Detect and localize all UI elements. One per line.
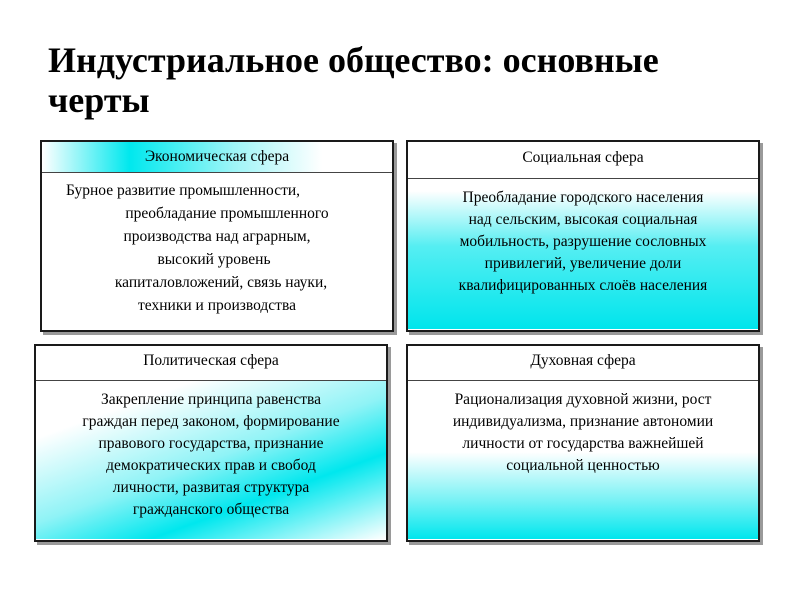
spiritual-sphere-header: Духовная сфера [408,346,758,381]
political-line: Закрепление принципа равенства [100,391,321,408]
political-sphere-text [36,381,386,539]
social-line: мобильность, разрушение сословных [459,233,707,250]
social-sphere-box [406,140,760,332]
spiritual-sphere-box [406,344,760,542]
political-line: личности, развитая структура [112,479,310,496]
economic-sphere-box [40,140,394,332]
social-line: квалифицированных слоёв населения [458,277,708,294]
political-line: демократических прав и свобод [106,457,316,474]
economic-sphere-text [42,173,392,317]
economic-line: Бурное развитие промышленности, [66,182,301,199]
spiritual-line: Рационализация духовной жизни, рост [454,391,712,408]
economic-line: техники и производства [138,297,296,314]
social-sphere-header: Социальная сфера [408,142,758,179]
economic-line: капиталовложений, связь науки, [114,274,328,291]
spiritual-line: личности от государства важнейшей [462,435,704,452]
economic-line: преобладание промышленного [125,205,329,222]
social-sphere-text [408,179,758,329]
political-line: правового государства, признание [98,435,324,452]
economic-line: высокий уровень [157,251,271,268]
spiritual-line: индивидуализма, признание автономии [452,413,714,430]
political-sphere-header: Политическая сфера [36,346,386,381]
social-line: Преобладание городского населения [462,189,704,206]
political-line: гражданского общества [132,501,290,518]
social-line: над сельским, высокая социальная [468,211,698,228]
economic-sphere-header: Экономическая сфера [42,142,392,173]
social-line: привилегий, увеличение доли [484,255,682,272]
political-sphere-box [34,344,388,542]
political-line: граждан перед законом, формирование [82,413,340,430]
slide-title: Индустриальное общество: основные черты [48,40,659,120]
economic-line: производства над аграрным, [123,228,311,245]
spiritual-line: социальной ценностью [506,457,660,474]
spiritual-sphere-text [408,381,758,539]
